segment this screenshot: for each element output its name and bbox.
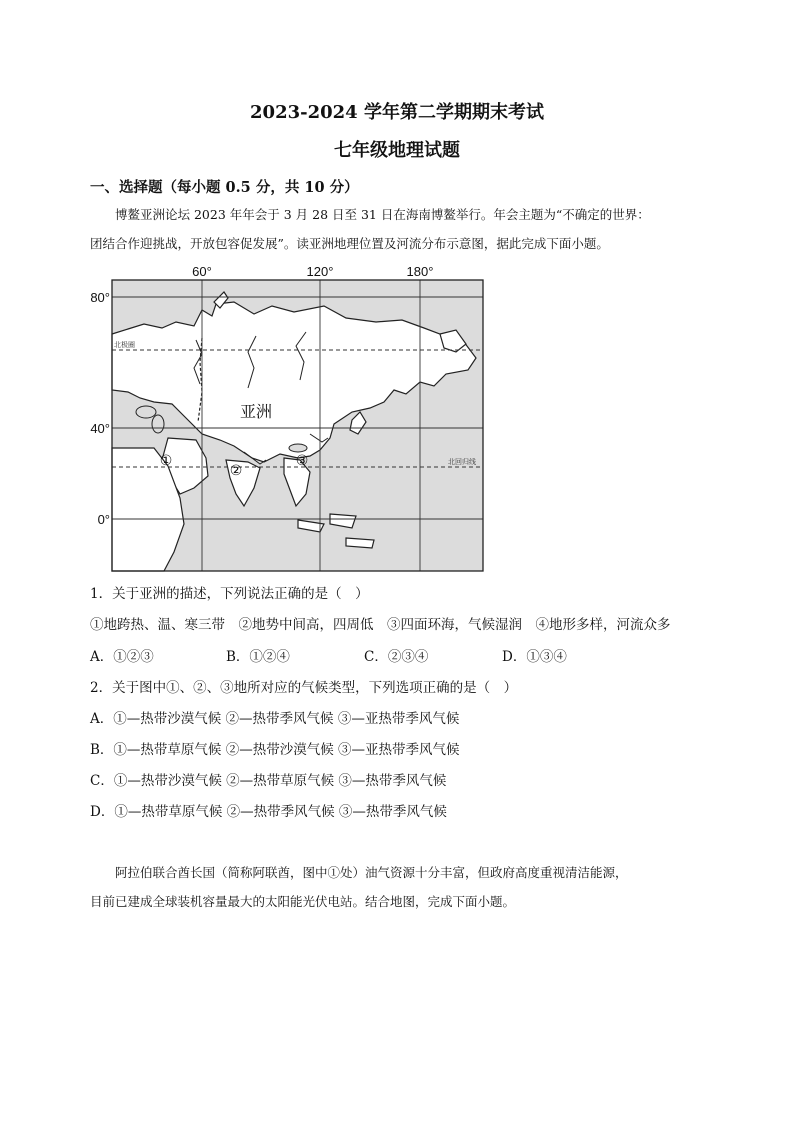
lat-label-0: 0° [97,512,110,527]
question-1-stem: 1．关于亚洲的描述，下列说法正确的是（ ） [90,586,369,602]
q1-option-a: A．①②③ [90,649,154,665]
question-2-stem: 2．关于图中①、②、③地所对应的气候类型，下列选项正确的是（ ） [90,680,518,696]
marker-1: ① [159,453,173,469]
continent-label: 亚洲 [239,402,273,421]
q1-option-c: C．②③④ [364,649,429,665]
intro-line-1: 博鳌亚洲论坛 2023 年年会于 3 月 28 日至 31 日在海南博鳌举行。年会主题为“不确定的世界： [115,207,650,222]
asia-map [84,262,490,574]
lon-label-120: 120° [306,264,334,279]
marker-2: ② [229,463,243,479]
q2-option-c: C．①—热带沙漠气候 ②—热带草原气候 ③—热带季风气候 [90,773,447,789]
question-1-statements: ①地跨热、温、寒三带 ②地势中间高，四周低 ③四面环海，气候湿润 ④地形多样，河流众多 [90,617,671,633]
intro2-line-2: 目前已建成全球装机容量最大的太阳能光伏电站。结合地图，完成下面小题。 [90,894,516,909]
q1-option-b: B．①②④ [226,649,290,665]
marker-3: ③ [295,453,309,469]
q1-option-d: D．①③④ [502,649,567,665]
intro-line-2: 团结合作迎挑战，开放包容促发展”。读亚洲地理位置及河流分布示意图，据此完成下面小题。 [90,236,609,251]
lat-label-40: 40° [90,421,110,436]
lon-label-180: 180° [406,264,434,279]
q2-option-a: A．①—热带沙漠气候 ②—热带季风气候 ③—亚热带季风气候 [90,711,460,727]
lon-label-60: 60° [192,264,212,279]
exam-title: 2023-2024 学年第二学期期末考试 [250,102,544,123]
intro-paragraph-2 [90,858,702,916]
q2-option-d: D．①—热带草原气候 ②—热带季风气候 ③—热带季风气候 [90,804,447,820]
exam-subtitle: 七年级地理试题 [334,140,460,161]
tropic-label: 北回归线 [448,458,476,466]
arctic-circle-label: 北极圈 [114,341,135,349]
section-heading: 一、选择题（每小题 0.5 分，共 10 分） [90,179,359,196]
q2-option-b: B．①—热带草原气候 ②—热带沙漠气候 ③—亚热带季风气候 [90,742,460,758]
intro2-line-1: 阿拉伯联合酋长国（简称阿联酋，图中①处）油气资源十分丰富，但政府高度重视清洁能源， [115,865,628,880]
intro-paragraph-1 [90,200,702,258]
lat-label-80: 80° [90,290,110,305]
